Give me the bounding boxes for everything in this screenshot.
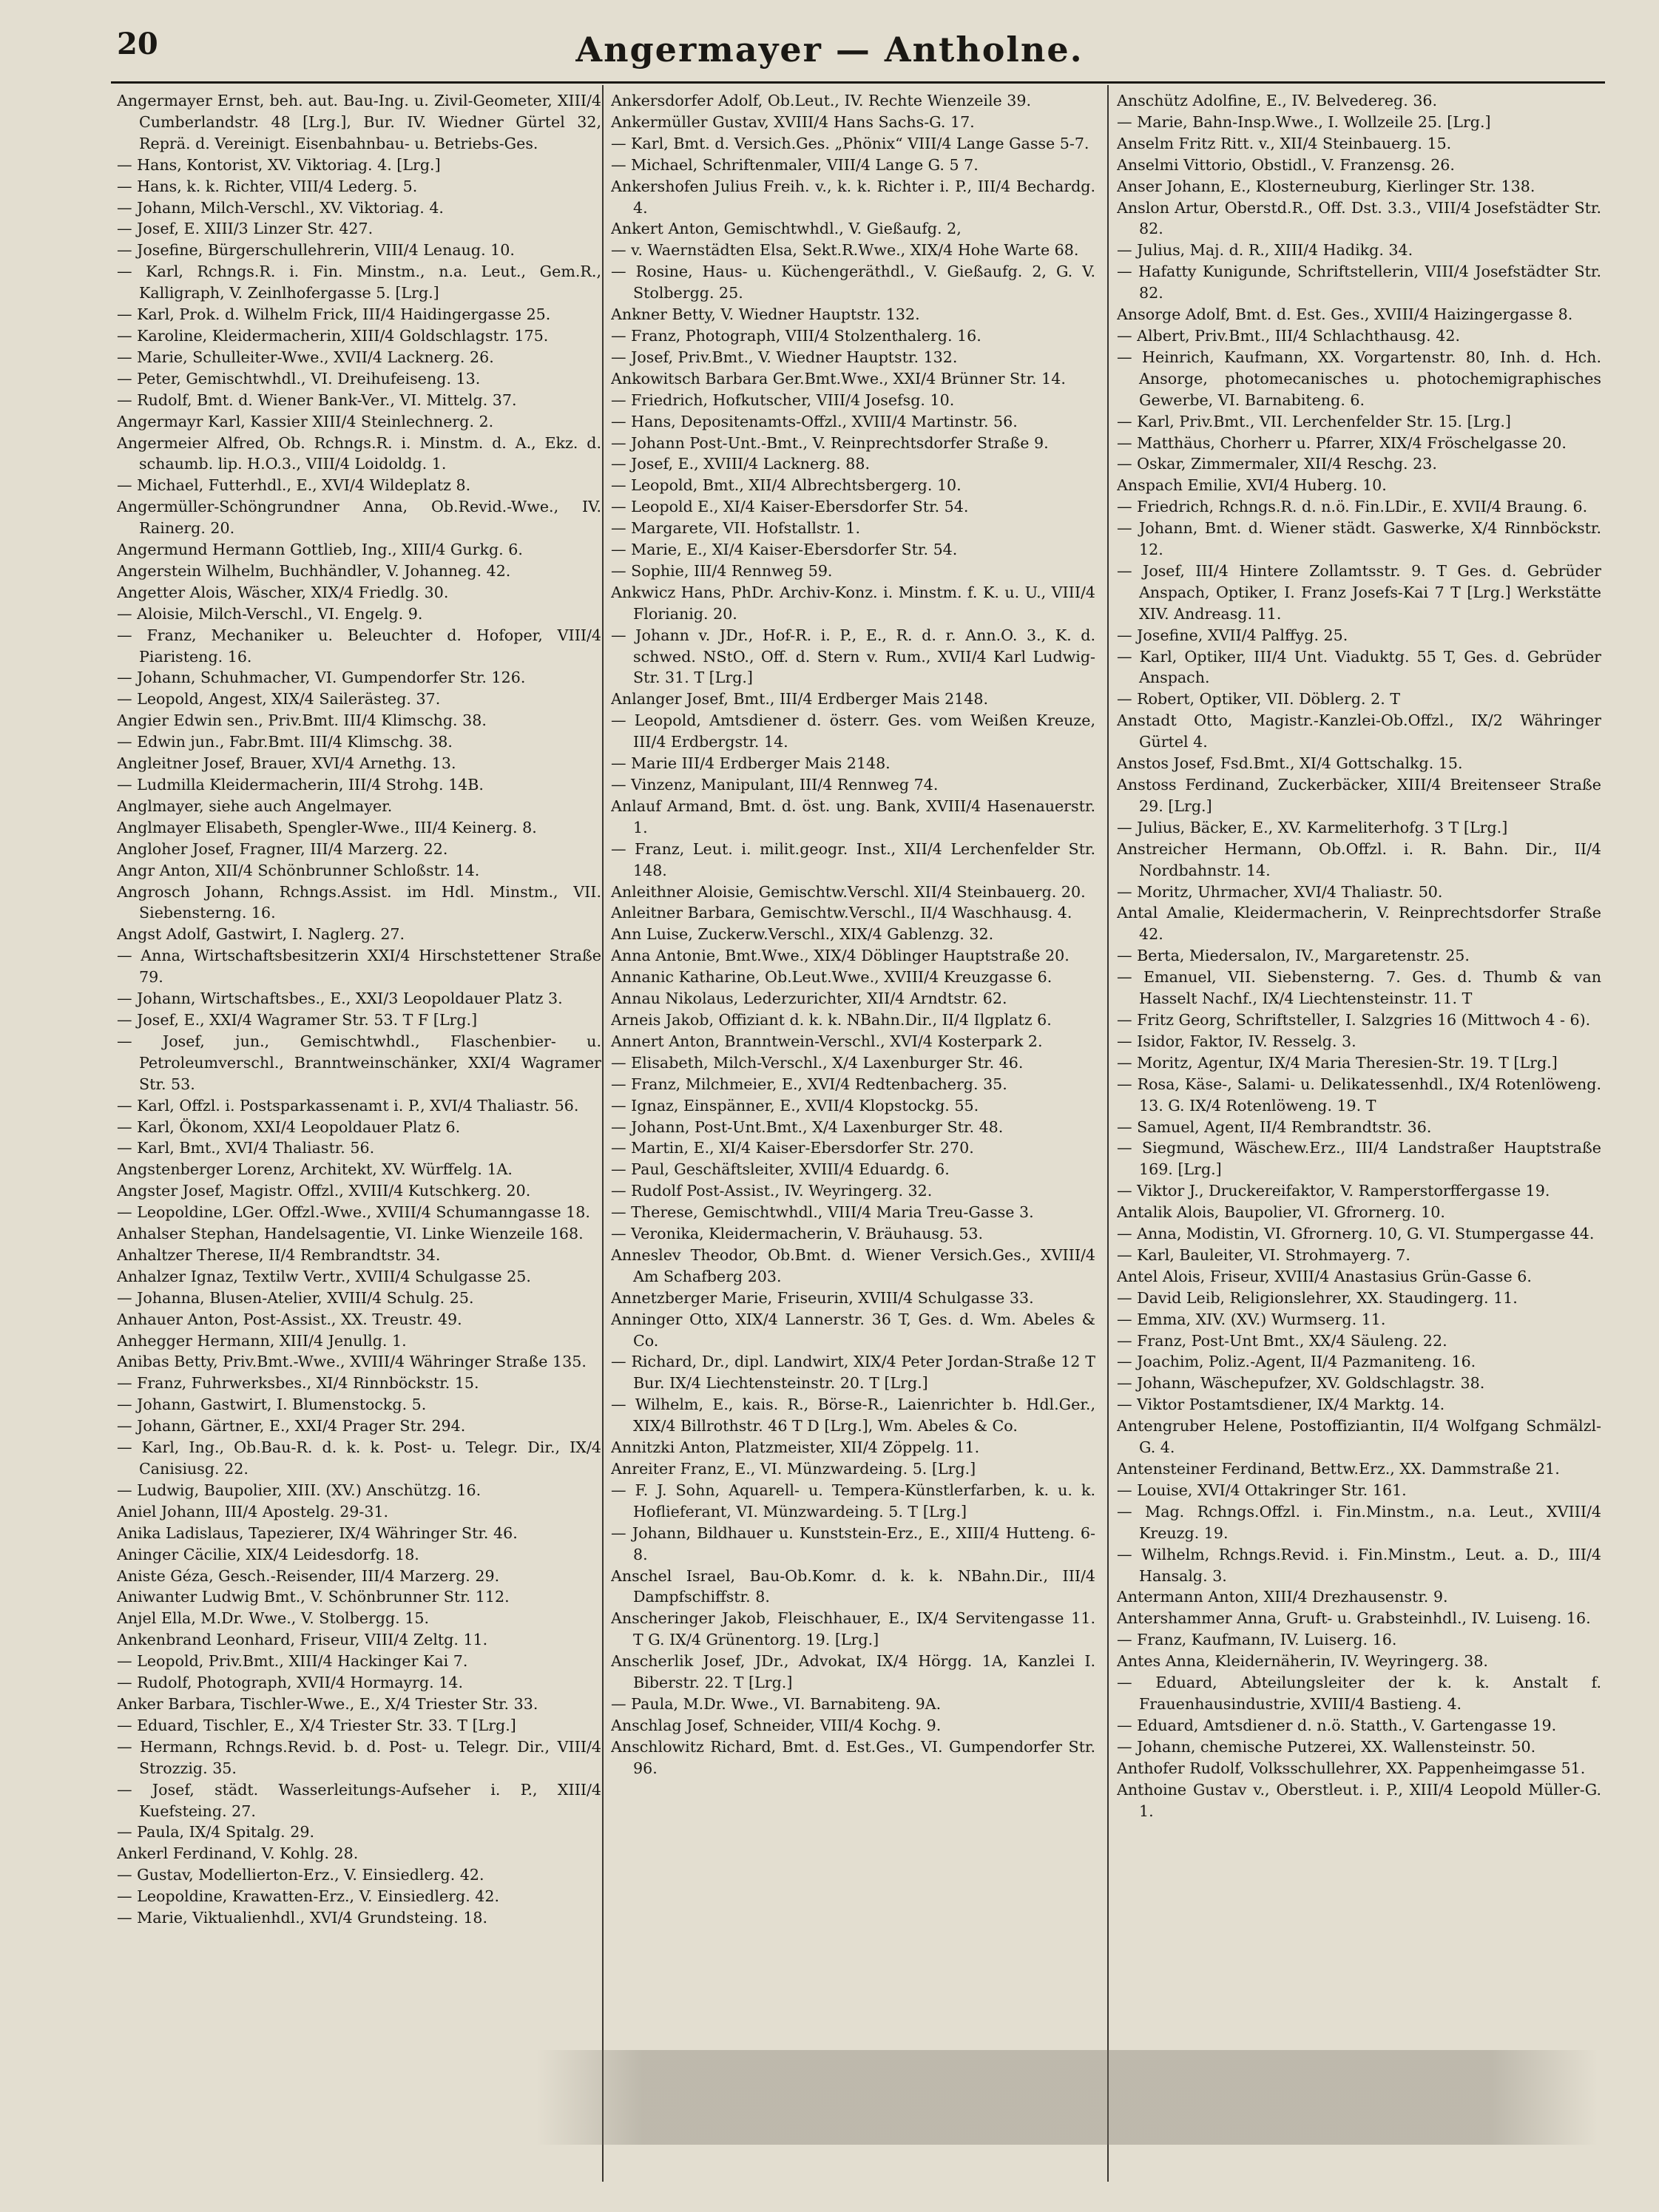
directory-entry: Annau Nikolaus, Lederzurichter, XII/4 Arndtstr. 62. [611,990,1007,1008]
directory-entry: — Hans, Depositenamts-Offzl., XVIII/4 Martinstr. 56. [611,412,1018,430]
directory-entry: — v. Waernstädten Elsa, Sekt.R.Wwe., XIX/4 Hohe Warte 68. [611,241,1079,260]
directory-entry: Angermayer Ernst, beh. aut. Bau-Ing. u. Zivil-Geometer, XIII/4 Cumberlandstr. 48 [Lrg.], Bur. IV. Wiedner Gürtel 32, Reprä. d. Vereinigt. Eisenbahnbau- u. Betriebs-Ges. [117,92,601,152]
directory-entry: — Rudolf Post-Assist., IV. Weyringerg. 32. [611,1182,933,1200]
directory-entry: — Marie, Viktualienhdl., XVI/4 Grundsteing. 18. [117,1909,488,1927]
directory-entry: Anika Ladislaus, Tapezierer, IX/4 Währinger Str. 46. [117,1523,518,1542]
directory-entry: Anthoine Gustav v., Oberstleut. i. P., XIII/4 Leopold Müller-G. 1. [1117,1780,1601,1820]
directory-entry: Ankwicz Hans, PhDr. Archiv-Konz. i. Minstm. f. K. u. U., VIII/4 Florianig. 20. [611,583,1095,623]
directory-entry: — Sophie, III/4 Rennweg 59. [611,561,833,580]
directory-entry: Antal Amalie, Kleidermacherin, V. Reinprechtsdorfer Straße 42. [1117,904,1601,944]
directory-entry: — Johann, Gastwirt, I. Blumenstockg. 5. [117,1396,427,1414]
directory-entry: Anspach Emilie, XVI/4 Huberg. 10. [1117,476,1387,495]
directory-entry: — Karl, Offzl. i. Postsparkassenamt i. P., XVI/4 Thaliastr. 56. [117,1096,579,1115]
directory-entry: — Johann, Milch-Verschl., XV. Viktoriag. 4. [117,198,444,217]
directory-entry: Anser Johann, E., Klosterneuburg, Kierlinger Str. 138. [1117,177,1535,195]
directory-entry: — Vinzenz, Manipulant, III/4 Rennweg 74. [611,776,939,794]
directory-entry: — Viktor Postamtsdiener, IX/4 Marktg. 14. [1117,1396,1445,1414]
directory-entry: — Josefine, XVII/4 Palffyg. 25. [1117,626,1348,644]
directory-entry: Anhaltzer Therese, II/4 Rembrandtstr. 34. [117,1245,441,1264]
directory-entry: — Martin, E., XI/4 Kaiser-Ebersdorfer Str. 270. [611,1139,974,1157]
directory-entry: Angermayr Karl, Kassier XIII/4 Steinlechnerg. 2. [117,412,494,430]
directory-entry: — Viktor J., Druckereifaktor, V. Ramperstorffergasse 19. [1117,1182,1550,1200]
directory-entry: Anselm Fritz Ritt. v., XII/4 Steinbauerg. 15. [1117,134,1452,152]
directory-entry: — Franz, Kaufmann, IV. Luiserg. 16. [1117,1631,1397,1649]
directory-entry: — Elisabeth, Milch-Verschl., X/4 Laxenburger Str. 46. [611,1053,1024,1072]
directory-entry: Ankenbrand Leonhard, Friseur, VIII/4 Zeltg. 11. [117,1631,488,1649]
directory-entry: — Karl, Bmt., XVI/4 Thaliastr. 56. [117,1139,375,1157]
directory-entry: — Gustav, Modellierton-Erz., V. Einsiedlerg. 42. [117,1866,484,1884]
directory-entry: Ankershofen Julius Freih. v., k. k. Richter i. P., III/4 Bechardg. 4. [611,177,1095,217]
directory-entry: — Franz, Post-Unt Bmt., XX/4 Säuleng. 22. [1117,1331,1447,1350]
directory-entry: Angermund Hermann Gottlieb, Ing., XIII/4 Gurkg. 6. [117,541,523,559]
directory-entry: — Heinrich, Kaufmann, XX. Vorgartenstr. 80, Inh. d. Hch. Ansorge, photomecanisches u. photochemigraphisches Gewerbe, VI. Barnabiteng. 6. [1117,348,1601,409]
directory-entry: — Margarete, VII. Hofstallstr. 1. [611,519,861,538]
directory-entry: Aniste Géza, Gesch.-Reisender, III/4 Marzerg. 29. [117,1566,500,1585]
directory-entry: — Julius, Maj. d. R., XIII/4 Hadikg. 34. [1117,241,1413,260]
directory-entry: Anhalser Stephan, Handelsagentie, VI. Linke Wienzeile 168. [117,1225,584,1243]
column-3 [1117,90,1601,2191]
directory-entry: — Franz, Photograph, VIII/4 Stolzenthalerg. 16. [611,326,981,345]
directory-entry: — Karl, Priv.Bmt., VII. Lerchenfelder Str. 15. [Lrg.] [1117,412,1511,430]
directory-entry: — Franz, Leut. i. milit.geogr. Inst., XII/4 Lerchenfelder Str. 148. [611,839,1095,879]
directory-entry: Anhalzer Ignaz, Textilw Vertr., XVIII/4 Schulgasse 25. [117,1267,531,1285]
directory-entry: — Marie, Bahn-Insp.Wwe., I. Wollzeile 25. [Lrg.] [1117,112,1491,131]
directory-entry: Annanic Katharine, Ob.Leut.Wwe., XVIII/4 Kreuzgasse 6. [611,968,1052,987]
directory-entry: — Johann, Gärtner, E., XXI/4 Prager Str. 294. [117,1417,466,1435]
directory-entry: — Johanna, Blusen-Atelier, XVIII/4 Schulg. 25. [117,1288,474,1307]
directory-entry: — Robert, Optiker, VII. Döblerg. 2. T [1117,690,1401,708]
directory-entry: — Josef, Priv.Bmt., V. Wiedner Hauptstr. 132. [611,348,958,366]
directory-entry: Antes Anna, Kleidernäherin, IV. Weyringerg. 38. [1117,1652,1488,1671]
directory-entry: — Veronika, Kleidermacherin, V. Bräuhausg. 53. [611,1225,984,1243]
directory-entry: Angst Adolf, Gastwirt, I. Naglerg. 27. [117,925,405,944]
directory-entry: — Berta, Miedersalon, IV., Margaretenstr. 25. [1117,947,1470,965]
directory-entry: Angier Edwin sen., Priv.Bmt. III/4 Klimschg. 38. [117,711,487,730]
directory-entry: — Samuel, Agent, II/4 Rembrandtstr. 36. [1117,1117,1432,1136]
directory-entry: Antermann Anton, XIII/4 Drezhausenstr. 9. [1117,1588,1448,1606]
directory-entry: Anibas Betty, Priv.Bmt.-Wwe., XVIII/4 Währinger Straße 135. [117,1353,587,1371]
directory-entry: Anstos Josef, Fsd.Bmt., XI/4 Gottschalkg. 15. [1117,754,1463,773]
directory-entry: Anna Antonie, Bmt.Wwe., XIX/4 Döblinger Hauptstraße 20. [611,947,1070,965]
directory-entry: — Josefine, Bürgerschullehrerin, VIII/4 Lenaug. 10. [117,241,515,260]
directory-entry: — Moritz, Uhrmacher, XVI/4 Thaliastr. 50. [1117,882,1443,901]
directory-entry: — Johann v. JDr., Hof-R. i. P., E., R. d. r. Ann.O. 3., K. d. schwed. NStO., Off. d. Stern v. Rum., XVII/4 Karl Ludwig-Str. 31. T [Lrg.] [611,626,1095,687]
directory-entry: — Johann, Bmt. d. Wiener städt. Gaswerke, X/4 Rinnböckstr. 12. [1117,519,1601,559]
directory-entry: — Johann, Schuhmacher, VI. Gumpendorfer Str. 126. [117,669,526,687]
directory-entry: — Franz, Fuhrwerksbes., XI/4 Rinnböckstr. 15. [117,1374,479,1393]
directory-entry: — Karl, Bauleiter, VI. Strohmayerg. 7. [1117,1245,1410,1264]
directory-entry: — Louise, XVI/4 Ottakringer Str. 161. [1117,1481,1407,1499]
directory-entry: Anninger Otto, XIX/4 Lannerstr. 36 T, Ges. d. Wm. Abeles & Co. [611,1310,1095,1350]
directory-entry: Angstenberger Lorenz, Architekt, XV. Würffelg. 1A. [117,1160,513,1179]
directory-entry: Anleithner Aloisie, Gemischtw.Verschl. XII/4 Steinbauerg. 20. [611,882,1086,901]
directory-entry: — Karoline, Kleidermacherin, XIII/4 Goldschlagstr. 175. [117,326,549,345]
directory-entry: Aniwanter Ludwig Bmt., V. Schönbrunner Str. 112. [117,1588,510,1606]
directory-entry: Antel Alois, Friseur, XVIII/4 Anastasius Grün-Gasse 6. [1117,1267,1532,1285]
directory-entry: — Rudolf, Bmt. d. Wiener Bank-Ver., VI. Mittelg. 37. [117,390,517,409]
directory-entry: — Michael, Schriftenmaler, VIII/4 Lange G. 5 7. [611,155,979,174]
directory-entry: — Richard, Dr., dipl. Landwirt, XIX/4 Peter Jordan-Straße 12 T Bur. IX/4 Liechtensteinstr. 20. T [Lrg.] [611,1353,1095,1393]
page-number: 20 [117,27,158,61]
directory-entry: — Therese, Gemischtwhdl., VIII/4 Maria Treu-Gasse 3. [611,1203,1034,1222]
directory-entry: Angleitner Josef, Brauer, XVI/4 Arnethg. 13. [117,754,456,773]
directory-entry: — Paula, M.Dr. Wwe., VI. Barnabiteng. 9A. [611,1694,942,1713]
directory-entry: — Julius, Bäcker, E., XV. Karmeliterhofg. 3 T [Lrg.] [1117,818,1508,836]
directory-entry: — Marie, E., XI/4 Kaiser-Ebersdorfer Str. 54. [611,541,958,559]
directory-entry: — Karl, Ing., Ob.Bau-R. d. k. k. Post- u. Telegr. Dir., IX/4 Canisiusg. 22. [117,1438,601,1478]
directory-entry: Antensteiner Ferdinand, Bettw.Erz., XX. Dammstraße 21. [1117,1460,1560,1478]
directory-entry: — Johann, Wirtschaftsbes., E., XXI/3 Leopoldauer Platz 3. [117,990,563,1008]
directory-entry: — Isidor, Faktor, IV. Resselg. 3. [1117,1032,1356,1050]
directory-entry: — Leopold E., XI/4 Kaiser-Ebersdorfer Str. 54. [611,498,969,516]
header-rule [111,81,1605,84]
directory-entry: Anlauf Armand, Bmt. d. öst. ung. Bank, XVIII/4 Hasenauerstr. 1. [611,796,1095,836]
directory-entry: — Josef, III/4 Hintere Zollamtsstr. 9. T Ges. d. Gebrüder Anspach, Optiker, I. Franz Josefs-Kai 7 T [Lrg.] Werkstätte XIV. Andreasg. 11. [1117,561,1601,623]
directory-entry: Anschütz Adolfine, E., IV. Belvedereg. 36. [1117,92,1438,109]
directory-entry: — Franz, Milchmeier, E., XVI/4 Redtenbacherg. 35. [611,1075,1007,1093]
directory-entry: Anreiter Franz, E., VI. Münzwardeing. 5. [Lrg.] [611,1460,976,1478]
directory-entry: — Johann, Bildhauer u. Kunststein-Erz., E., XIII/4 Hutteng. 6-8. [611,1523,1095,1563]
directory-entry: Angermeier Alfred, Ob. Rchngs.R. i. Minstm. d. A., Ekz. d. schaumb. lip. H.O.3., VIII/4 Loidoldg. 1. [117,433,601,473]
directory-entry: — Johann Post-Unt.-Bmt., V. Reinprechtsdorfer Straße 9. [611,433,1049,452]
directory-entry: — Hafatty Kunigunde, Schriftstellerin, VIII/4 Josefstädter Str. 82. [1117,263,1601,302]
directory-entry: — Wilhelm, E., kais. R., Börse-R., Laienrichter b. Hdl.Ger., XIX/4 Billrothstr. 46 T D [Lrg.], Wm. Abeles & Co. [611,1396,1095,1435]
directory-entry: — Johann, Wäschepufzer, XV. Goldschlagstr. 38. [1117,1374,1485,1393]
directory-entry: — Karl, Optiker, III/4 Unt. Viaduktg. 55 T, Ges. d. Gebrüder Anspach. [1117,647,1601,687]
directory-entry: Ankowitsch Barbara Ger.Bmt.Wwe., XXI/4 Brünner Str. 14. [611,369,1066,388]
directory-entry: — Emma, XIV. (XV.) Wurmserg. 11. [1117,1310,1386,1328]
column-divider [602,85,604,2182]
column-1 [117,90,601,2191]
directory-entry: — Oskar, Zimmermaler, XII/4 Reschg. 23. [1117,455,1437,473]
directory-entry: — Josef, städt. Wasserleitungs-Aufseher i. P., XIII/4 Kuefsteing. 27. [117,1780,601,1820]
directory-entry: — Josef, E. XIII/3 Linzer Str. 427. [117,220,374,238]
column-divider [1107,85,1109,2182]
directory-entry: — Karl, Ökonom, XXI/4 Leopoldauer Platz 6. [117,1117,461,1136]
directory-entry: — Franz, Mechaniker u. Beleuchter d. Hofoper, VIII/4 Piaristeng. 16. [117,626,601,666]
directory-entry: — Marie III/4 Erdberger Mais 2148. [611,754,891,773]
running-header: Angermayer — Antholne. [575,30,1084,70]
directory-entry: Anthofer Rudolf, Volksschullehrer, XX. Pappenheimgasse 51. [1117,1759,1586,1777]
directory-entry: — Marie, Schulleiter-Wwe., XVII/4 Lacknerg. 26. [117,348,494,366]
directory-entry: — Leopold, Priv.Bmt., XIII/4 Hackinger Kai 7. [117,1652,468,1671]
directory-entry: — F. J. Sohn, Aquarell- u. Tempera-Künstlerfarben, k. u. k. Hoflieferant, VI. Münzwardeing. 5. T [Lrg.] [611,1481,1095,1521]
directory-entry: Ankerl Ferdinand, V. Kohlg. 28. [117,1844,359,1863]
directory-entry: Anjel Ella, M.Dr. Wwe., V. Stolbergg. 15. [117,1609,430,1628]
directory-entry: Angetter Alois, Wäscher, XIX/4 Friedlg. 30. [117,583,449,601]
directory-entry: — Peter, Gemischtwhdl., VI. Dreihufeiseng. 13. [117,369,481,388]
directory-entry: Ankersdorfer Adolf, Ob.Leut., IV. Rechte Wienzeile 39. [611,92,1032,109]
directory-entry: Angloher Josef, Fragner, III/4 Marzerg. 22. [117,839,448,858]
directory-entry: — Karl, Rchngs.R. i. Fin. Minstm., n.a. Leut., Gem.R., Kalligraph, V. Zeinlhofergasse 5. [Lrg.] [117,263,601,302]
directory-entry: — Ludmilla Kleidermacherin, III/4 Strohg. 14B. [117,776,484,794]
directory-entry: Anschlag Josef, Schneider, VIII/4 Kochg. 9. [611,1716,942,1734]
directory-entry: — Ludwig, Baupolier, XIII. (XV.) Anschützg. 16. [117,1481,482,1499]
directory-entry: — Anna, Modistin, VI. Gfrornerg. 10, G. VI. Stumpergasse 44. [1117,1225,1595,1243]
directory-entry: — Karl, Prok. d. Wilhelm Frick, III/4 Haidingergasse 25. [117,305,551,324]
directory-entry: — Paul, Geschäftsleiter, XVIII/4 Eduardg. 6. [611,1160,950,1179]
directory-entry: Aninger Cäcilie, XIX/4 Leidesdorfg. 18. [117,1545,419,1563]
directory-entry: Aniel Johann, III/4 Apostelg. 29-31. [117,1502,389,1521]
directory-entry: Anhauer Anton, Post-Assist., XX. Treustr. 49. [117,1310,462,1328]
directory-entry: — Michael, Futterhdl., E., XVI/4 Wildeplatz 8. [117,476,471,495]
directory-entry: Antengruber Helene, Postoffiziantin, II/4 Wolfgang Schmälzl-G. 4. [1117,1417,1601,1457]
directory-entry: — Rosa, Käse-, Salami- u. Delikatessenhdl., IX/4 Rotenlöweng. 13. G. IX/4 Rotenlöweng. 19. T [1117,1075,1601,1115]
directory-entry: — Leopold, Bmt., XII/4 Albrechtsbergerg. 10. [611,476,962,495]
directory-entry: — Leopoldine, LGer. Offzl.-Wwe., XVIII/4 Schumanngasse 18. [117,1203,590,1222]
directory-entry: — Leopold, Angest, XIX/4 Sailerästeg. 37. [117,690,441,708]
directory-entry: Antershammer Anna, Gruft- u. Grabsteinhdl., IV. Luiseng. 16. [1117,1609,1591,1628]
directory-entry: Ansorge Adolf, Bmt. d. Est. Ges., XVIII/4 Haizingergasse 8. [1117,305,1573,324]
directory-entry: — Karl, Bmt. d. Versich.Ges. „Phönix“ VIII/4 Lange Gasse 5-7. [611,134,1089,152]
directory-entry: — Albert, Priv.Bmt., III/4 Schlachthausg. 42. [1117,326,1461,345]
directory-entry: Arneis Jakob, Offiziant d. k. k. NBahn.Dir., II/4 Ilgplatz 6. [611,1010,1052,1029]
directory-entry: — Hermann, Rchngs.Revid. b. d. Post- u. Telegr. Dir., VIII/4 Strozzig. 35. [117,1737,601,1777]
directory-entry: — Rudolf, Photograph, XVII/4 Hormayrg. 14. [117,1674,463,1692]
directory-entry: Anslon Artur, Oberstd.R., Off. Dst. 3.3., VIII/4 Josefstädter Str. 82. [1117,198,1601,238]
column-2 [611,90,1095,2191]
directory-entry: — Emanuel, VII. Siebensterng. 7. Ges. d. Thumb & van Hasselt Nachf., IX/4 Liechtensteinstr. 11. T [1117,968,1601,1008]
directory-entry: — Hans, Kontorist, XV. Viktoriag. 4. [Lrg.] [117,155,441,174]
directory-entry: — Leopold, Amtsdiener d. österr. Ges. vom Weißen Kreuze, III/4 Erdbergstr. 14. [611,711,1095,751]
directory-entry: — Matthäus, Chorherr u. Pfarrer, XIX/4 Fröschelgasse 20. [1117,433,1567,452]
directory-entry: Anker Barbara, Tischler-Wwe., E., X/4 Triester Str. 33. [117,1694,538,1713]
directory-entry: — Anna, Wirtschaftsbesitzerin XXI/4 Hirschstettener Straße 79. [117,947,601,987]
directory-entry: — Rosine, Haus- u. Küchengeräthdl., V. Gießaufg. 2, G. V. Stolbergg. 25. [611,263,1095,302]
directory-entry: Angr Anton, XII/4 Schönbrunner Schloßstr. 14. [117,861,480,879]
directory-entry: Antalik Alois, Baupolier, VI. Gfrornerg. 10. [1117,1203,1445,1222]
directory-entry: — Johann, chemische Putzerei, XX. Wallensteinstr. 50. [1117,1737,1536,1756]
directory-entry: — Hans, k. k. Richter, VIII/4 Lederg. 5. [117,177,418,195]
directory-entry: Ann Luise, Zuckerw.Verschl., XIX/4 Gablenzg. 32. [611,925,994,944]
directory-entry: Annert Anton, Branntwein-Verschl., XVI/4 Kosterpark 2. [611,1032,1043,1050]
directory-entry: — Friedrich, Rchngs.R. d. n.ö. Fin.LDir., E. XVII/4 Braung. 6. [1117,498,1588,516]
directory-entry: Anlanger Josef, Bmt., III/4 Erdberger Mais 2148. [611,690,989,708]
directory-entry: Anschel Israel, Bau-Ob.Komr. d. k. k. NBahn.Dir., III/4 Dampfschiffstr. 8. [611,1566,1095,1606]
directory-entry: Anleitner Barbara, Gemischtw.Verschl., II/4 Waschhausg. 4. [611,904,1072,922]
directory-entry: — Mag. Rchngs.Offzl. i. Fin.Minstm., n.a. Leut., XVIII/4 Kreuzg. 19. [1117,1502,1601,1542]
directory-entry: — Paula, IX/4 Spitalg. 29. [117,1823,314,1841]
directory-entry: — Josef, E., XXI/4 Wagramer Str. 53. T F [Lrg.] [117,1010,478,1029]
directory-entry: — Siegmund, Wäschew.Erz., III/4 Landstraßer Hauptstraße 169. [Lrg.] [1117,1139,1601,1179]
directory-entry: Anhegger Hermann, XIII/4 Jenullg. 1. [117,1331,407,1350]
directory-entry: — Joachim, Poliz.-Agent, II/4 Pazmaniteng. 16. [1117,1353,1476,1371]
directory-entry: — David Leib, Religionslehrer, XX. Staudingerg. 11. [1117,1288,1518,1307]
directory-entry: Annetzberger Marie, Friseurin, XVIII/4 Schulgasse 33. [611,1288,1034,1307]
directory-entry: Anglmayer, siehe auch Angelmayer. [117,796,393,815]
directory-entry: Ankert Anton, Gemischtwhdl., V. Gießaufg. 2, [611,220,962,238]
directory-entry: Angster Josef, Magistr. Offzl., XVIII/4 Kutschkerg. 20. [117,1182,531,1200]
directory-entry: Ankner Betty, V. Wiedner Hauptstr. 132. [611,305,920,324]
directory-entry: — Eduard, Tischler, E., X/4 Triester Str. 33. T [Lrg.] [117,1716,516,1734]
directory-entry: Anschlowitz Richard, Bmt. d. Est.Ges., VI. Gumpendorfer Str. 96. [611,1737,1095,1777]
directory-entry: — Johann, Post-Unt.Bmt., X/4 Laxenburger Str. 48. [611,1117,1004,1136]
directory-entry: Anscheringer Jakob, Fleischhauer, E., IX/4 Servitengasse 11. T G. IX/4 Grünentorg. 19. [Lrg.] [611,1609,1095,1649]
directory-entry: Anneslev Theodor, Ob.Bmt. d. Wiener Versich.Ges., XVIII/4 Am Schafberg 203. [611,1245,1095,1285]
directory-entry: — Moritz, Agentur, IX/4 Maria Theresien-Str. 19. T [Lrg.] [1117,1053,1558,1072]
directory-entry: — Leopoldine, Krawatten-Erz., V. Einsiedlerg. 42. [117,1887,500,1906]
directory-entry: Angermüller-Schöngrundner Anna, Ob.Revid.-Wwe., IV. Rainerg. 20. [117,498,601,538]
directory-entry: — Edwin jun., Fabr.Bmt. III/4 Klimschg. 38. [117,733,453,751]
directory-entry: Anstreicher Hermann, Ob.Offzl. i. R. Bahn. Dir., II/4 Nordbahnstr. 14. [1117,839,1601,879]
directory-entry: — Aloisie, Milch-Verschl., VI. Engelg. 9. [117,604,423,623]
directory-entry: — Wilhelm, Rchngs.Revid. i. Fin.Minstm., Leut. a. D., III/4 Hansalg. 3. [1117,1545,1601,1585]
directory-entry: Anscherlik Josef, JDr., Advokat, IX/4 Hörgg. 1A, Kanzlei I. Biberstr. 22. T [Lrg.] [611,1652,1095,1692]
directory-entry: Ankermüller Gustav, XVIII/4 Hans Sachs-G. 17. [611,112,975,131]
directory-entry: Anstadt Otto, Magistr.-Kanzlei-Ob.Offzl., IX/2 Währinger Gürtel 4. [1117,711,1601,751]
directory-entry: Anglmayer Elisabeth, Spengler-Wwe., III/4 Keinerg. 8. [117,818,537,836]
directory-entry: — Eduard, Abteilungsleiter der k. k. Anstalt f. Frauenhausindustrie, XVIII/4 Bastieng. 4. [1117,1674,1601,1713]
directory-entry: Anselmi Vittorio, Obstidl., V. Franzensg. 26. [1117,155,1455,174]
directory-entry: Annitzki Anton, Platzmeister, XII/4 Zöppelg. 11. [611,1438,980,1457]
directory-entry: — Eduard, Amtsdiener d. n.ö. Statth., V. Gartengasse 19. [1117,1716,1557,1734]
directory-entry: — Josef, E., XVIII/4 Lacknerg. 88. [611,455,871,473]
directory-entry: Angerstein Wilhelm, Buchhändler, V. Johanneg. 42. [117,561,511,580]
directory-entry: — Josef, jun., Gemischtwhdl., Flaschenbier- u. Petroleumverschl., Branntweinschänker, XXI/4 Wagramer Str. 53. [117,1032,601,1093]
directory-entry: — Ignaz, Einspänner, E., XVII/4 Klopstockg. 55. [611,1096,979,1115]
directory-entry: Angrosch Johann, Rchngs.Assist. im Hdl. Minstm., VII. Siebensterng. 16. [117,882,601,922]
directory-entry: Anstoss Ferdinand, Zuckerbäcker, XIII/4 Breitenseer Straße 29. [Lrg.] [1117,776,1601,815]
directory-entry: — Friedrich, Hofkutscher, VIII/4 Josefsg. 10. [611,390,955,409]
directory-entry: — Fritz Georg, Schriftsteller, I. Salzgries 16 (Mittwoch 4 - 6). [1117,1010,1591,1029]
